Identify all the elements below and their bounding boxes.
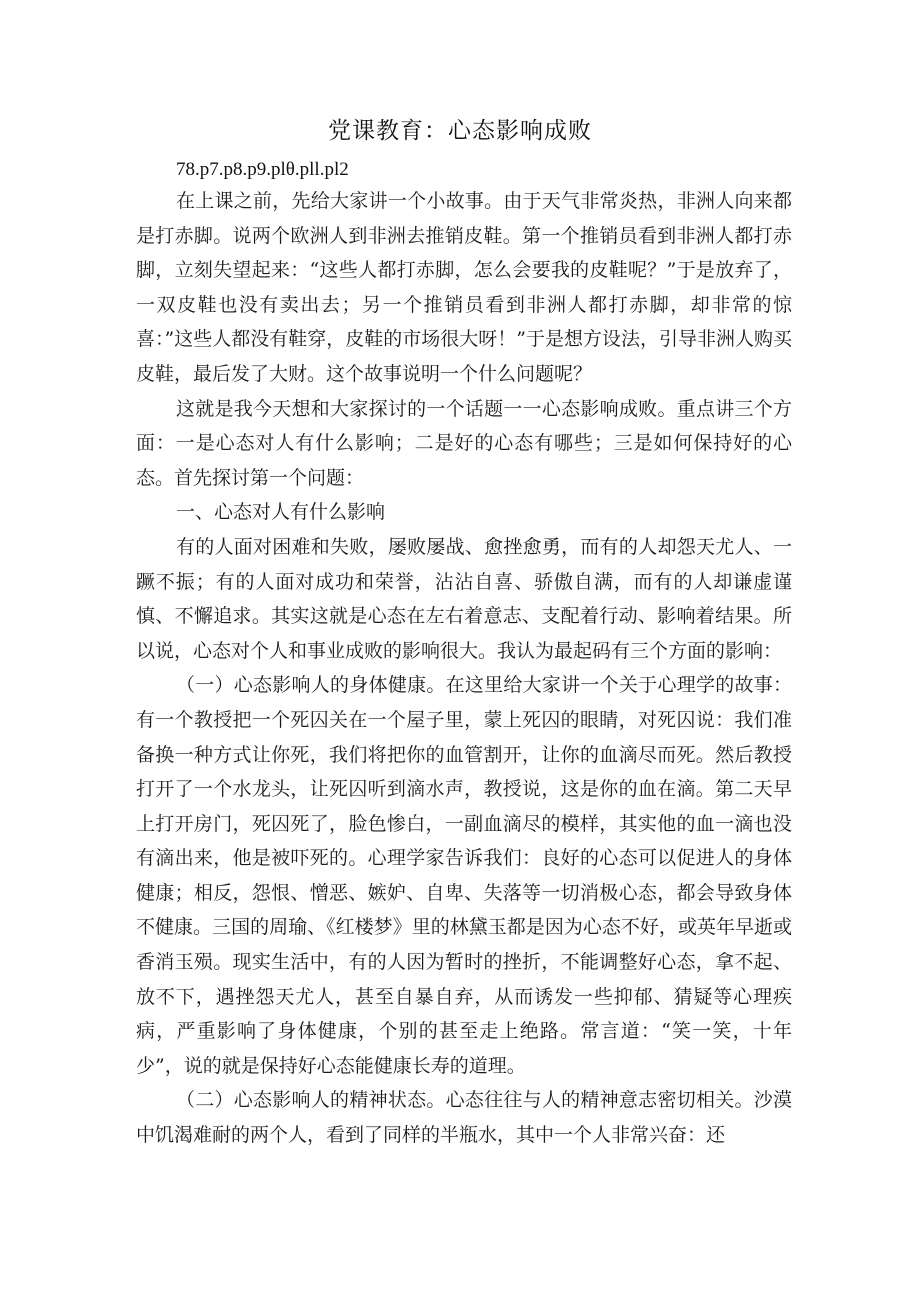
page-reference-line: 78.p7.p8.p9.plθ.pll.pl2 bbox=[176, 159, 349, 180]
paragraph-topic: 这就是我今天想和大家探讨的一个话题一一心态影响成败。重点讲三个方面：一是心态对人有什么影响；二是好的心态有哪些；三是如何保持好的心态。首先探讨第一个问题： bbox=[136, 397, 792, 489]
section-heading-1: 一、心态对人有什么影响 bbox=[176, 501, 386, 524]
paragraph-intro-story: 在上课之前，先给大家讲一个小故事。由于天气非常炎热，非洲人向来都是打赤脚。说两个欧洲人到非洲去推销皮鞋。第一个推销员看到非洲人都打赤脚，立刻失望起来：“这些人都打赤脚，怎么会要我的皮鞋呢？”于是放弃了，一双皮鞋也没有卖出去；另一个推销员看到非洲人都打赤脚，却非常的惊喜：”这些人都没有鞋穿，皮鞋的市场很大呀！”于是想方设法，引导非洲人购买皮鞋，最后发了大财。这个故事说明一个什么问题呢？ bbox=[136, 190, 792, 385]
document-body bbox=[136, 184, 792, 1153]
paragraph-health: （一）心态影响人的身体健康。在这里给大家讲一个关于心理学的故事：有一个教授把一个死囚关在一个屋子里，蒙上死囚的眼睛，对死囚说：我们准备换一种方式让你死，我们将把你的血管割开，让你的血滴尽而死。然后教授打开了一个水龙头，让死囚听到滴水声，教授说，这是你的血在滴。第二天早上打开房门，死囚死了，脸色惨白，一副血滴尽的模样，其实他的血一滴也没有滴出来，他是被吓死的。心理学家告诉我们：良好的心态可以促进人的身体健康；相反，怨恨、憎恶、嫉妒、自卑、失落等一切消极心态，都会导致身体不健康。三国的周瑜、《红楼梦》里的林黛玉都是因为心态不好，或英年早逝或香消玉殒。现实生活中，有的人因为暂时的挫折，不能调整好心态，拿不起、放不下，遇挫怨天尤人，甚至自暴自弃，从而诱发一些抑郁、猜疑等心理疾病，严重影响了身体健康，个别的甚至走上绝路。常言道：“笑一笑，十年少”，说的就是保持好心态能健康长寿的道理。 bbox=[136, 674, 792, 1077]
paragraph-attitude-influence: 有的人面对困难和失败，屡败屡战、愈挫愈勇，而有的人却怨天尤人、一蹶不振；有的人面对成功和荣誉，沾沾自喜、骄傲自满，而有的人却谦虚谨慎、不懈追求。其实这就是心态在左右着意志、支配着行动、影响着结果。所以说，心态对个人和事业成败的影响很大。我认为最起码有三个方面的影响： bbox=[136, 535, 792, 662]
paragraph-spirit: （二）心态影响人的精神状态。心态往往与人的精神意志密切相关。沙漠中饥渴难耐的两个人，看到了同样的半瓶水，其中一个人非常兴奋：还 bbox=[136, 1089, 792, 1147]
document-title: 党课教育：心态影响成败 bbox=[328, 118, 592, 144]
